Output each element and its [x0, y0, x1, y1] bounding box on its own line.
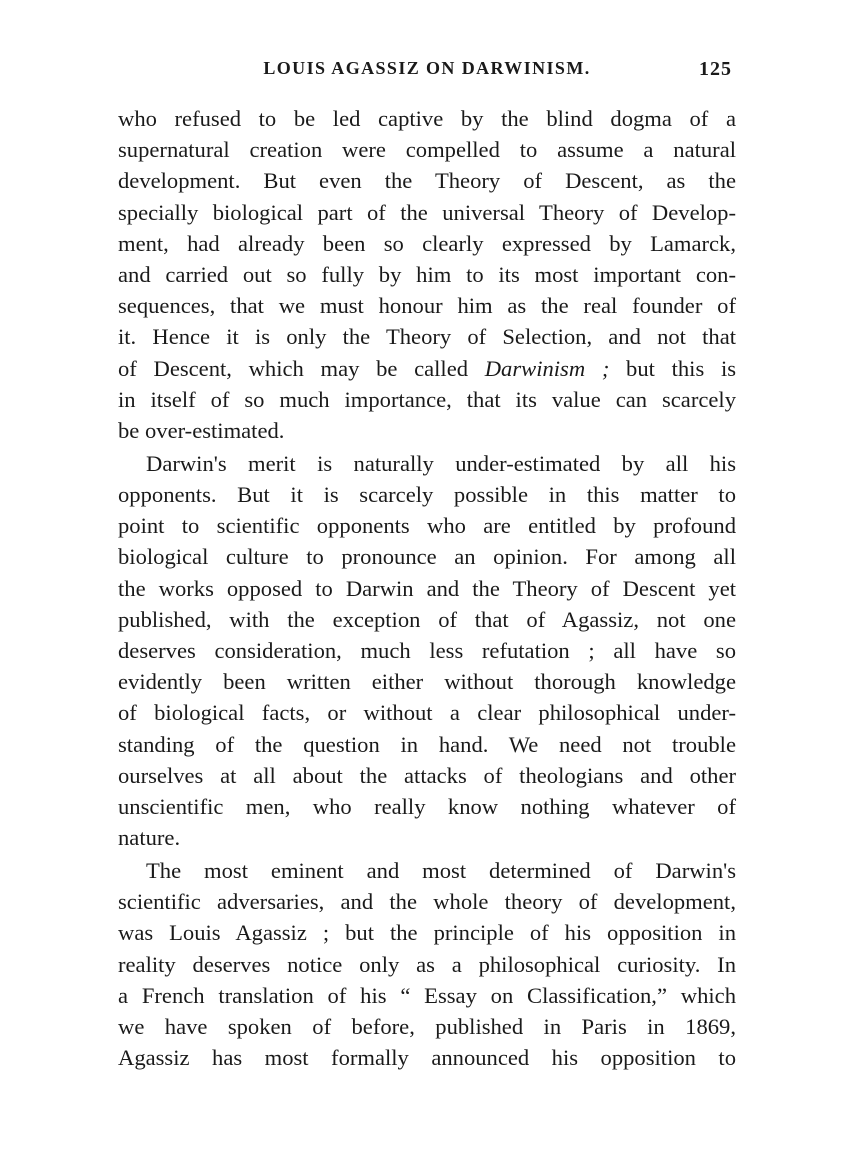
running-title: LOUIS AGASSIZ ON DARWINISM.: [263, 58, 591, 78]
text-line: point to scientific opponents who are entitled by profound: [118, 513, 736, 539]
text-segment: of Descent, which may be called: [118, 355, 485, 381]
text-line: opponents. But it is scarcely possible in this matter to: [118, 482, 736, 508]
text-line: development. But even the Theory of Descent, as the: [118, 168, 736, 194]
text-line: The most eminent and most determined of Darwin's: [146, 858, 736, 884]
page-number: 125: [699, 58, 732, 80]
text-line: a French translation of his “ Essay on Classification,” which: [118, 982, 736, 1008]
text-line: in itself of so much importance, that its value can scarcely: [118, 386, 736, 412]
text-line: and carried out so fully by him to its most important con-: [118, 261, 736, 287]
text-line: evidently been written either without thorough knowledge: [118, 669, 736, 695]
paragraph-3: [118, 855, 736, 1073]
text-line: published, with the exception of that of Agassiz, not one: [118, 606, 736, 632]
text-line: it. Hence it is only the Theory of Selection, and not that: [118, 324, 736, 350]
text-line: nature.: [118, 825, 181, 851]
text-line: scientific adversaries, and the whole theory of development,: [118, 889, 736, 915]
text-line: specially biological part of the universal Theory of Develop-: [118, 199, 736, 225]
text-line: who refused to be led captive by the blind dogma of a: [118, 106, 736, 131]
text-line: ourselves at all about the attacks of theologians and other: [118, 762, 736, 788]
paragraph-2: [118, 448, 736, 853]
italic-term: Darwinism ;: [484, 355, 610, 381]
text-line: we have spoken of before, published in Paris in 1869,: [118, 1014, 736, 1040]
body-text: [118, 103, 736, 1075]
text-line: ment, had already been so clearly expressed by Lamarck,: [118, 230, 736, 256]
text-line: reality deserves notice only as a philosophical curiosity. In: [118, 951, 736, 977]
text-line: standing of the question in hand. We need not trouble: [118, 731, 736, 757]
text-line: be over-estimated.: [118, 417, 285, 443]
text-line: Darwin's merit is naturally under-estimated by all his: [146, 450, 736, 476]
text-segment: but this is: [609, 355, 737, 381]
text-line: the works opposed to Darwin and the Theory of Descent yet: [118, 575, 736, 601]
text-line: unscientific men, who really know nothing whatever of: [118, 793, 736, 819]
running-head: [118, 58, 736, 88]
text-line: deserves consideration, much less refutation ; all have so: [118, 637, 736, 663]
text-line-with-italic: [118, 353, 736, 384]
text-line: biological culture to pronounce an opinion. For among all: [118, 544, 736, 570]
text-line: sequences, that we must honour him as the real founder of: [118, 293, 736, 319]
text-line: Agassiz has most formally announced his opposition to: [118, 1045, 736, 1071]
text-line: was Louis Agassiz ; but the principle of his opposition in: [118, 920, 736, 946]
paragraph-1: [118, 103, 736, 446]
text-line: of biological facts, or without a clear philosophical under-: [118, 700, 736, 726]
text-line: supernatural creation were compelled to assume a natural: [118, 137, 736, 163]
